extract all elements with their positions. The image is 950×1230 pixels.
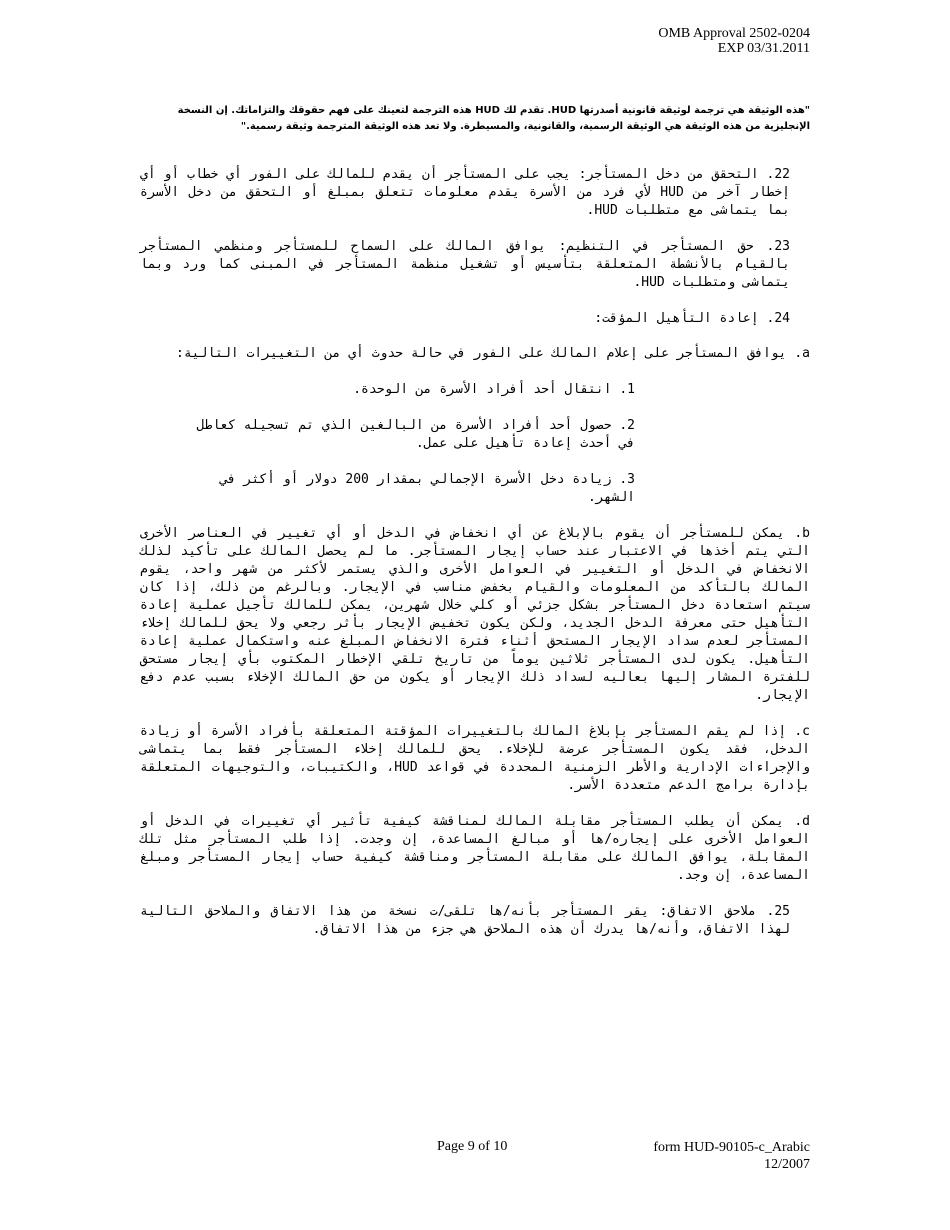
section-24-heading: 24. إعادة التأهيل المؤقت: <box>594 311 790 326</box>
section-24b-paragraph: b. يمكن للمستأجر أن يقوم بالإبلاغ عن أي انخفاض في الدخل أو أي تغيير في العناصر الأخرى التي يتم أخذها في الاعتبار عند حساب إيجار المستأجر. ما لم يحصل المالك على تأكيد لذلك الانخفاض في الدخل أو التغيير في العوامل الأخرى والذي يستمر لأكثر من شهر واحد، يقوم المالك بالتأكد من المعلومات والقيام بخفض مناسب في الإيجار. وبالرغم من ذلك، إذا كان سيتم استعادة دخل المستأجر بشكل جزئي أو كلي خلال شهرين، يمكن للمالك تأجيل عملية إعادة التأهيل حتى معرفة الدخل الجديد، ولكن يكون تخفيض الإيجار بأثر رجعي ولا يحق للمالك إخلاء المستأجر لعدم سداد الإيجار المستحق أثناء فترة الانخفاض المبلغ عنه واستكمال عملية إعادة التأهيل. يكون لدى المستأجر ثلاثين يوماً من تاريخ تلقي الإخطار المكتوب بأي إيجار مستحق للفترة المشار إليها بعاليه لسداد ذلك الإيجار أو يكون من حق المالك الإخلاء بسبب عدم دفع الإيجار. <box>140 526 810 703</box>
document-body <box>140 166 810 957</box>
omb-approval: OMB Approval 2502-0204 <box>658 26 810 41</box>
section-24a-item-1: 1. انتقال أحد أفراد الأسرة من الوحدة. <box>353 382 635 397</box>
form-id: form HUD-90105-c_Arabic <box>653 1140 810 1155</box>
section-24a-item-2: 2. حصول أحد أفراد الأسرة من البالغين الذي تم تسجيله كعاطل في أحدث إعادة تأهيل على عمل. <box>196 418 635 451</box>
section-24d-paragraph: d. يمكن أن يطلب المستأجر مقابلة المالك لمناقشة كيفية تأثير أي تغييرات في الدخل أو العوامل الأخرى على إيجاره/ها أو مبالغ المساعدة، إن وجدت. إذا طلب المستأجر مثل تلك المقابلة، يوافق المالك على مقابلة المستأجر ومناقشة كيفية حساب إيجار المستأجر ومبلغ المساعدة، إن وجد. <box>140 814 810 883</box>
omb-expiration: EXP 03/31.2011 <box>717 41 810 56</box>
form-footer <box>653 1139 810 1173</box>
section-25-paragraph: 25. ملاحق الاتفاق: يقر المستأجر بأنه/ها تلقى/ت نسخة من هذا الاتفاق والملاحق التالية لهذا الاتفاق، وأنه/ها يدرك أن هذه الملاحق هي جزء من هذا الاتفاق. <box>140 904 790 937</box>
form-date: 12/2007 <box>764 1157 810 1172</box>
section-24c-paragraph: c. إذا لم يقم المستأجر بإبلاغ المالك بالتغييرات المؤقتة المتعلقة بأفراد الأسرة أو زيادة الدخل، فقد يكون المستأجر عرضة للإخلاء. يحق للمالك إخلاء المستأجر فقط بما يتماشى والإجراءات الإدارية والأطر الزمنية المحددة في قواعد HUD، والكتيبات، والتوجيهات المتعلقة بإدارة برامج الدعم متعددة الأسر. <box>140 724 810 793</box>
section-24a-paragraph: a. يوافق المستأجر على إعلام المالك على الفور في حالة حدوث أي من التغييرات التالية: <box>176 346 810 361</box>
section-23-paragraph: 23. حق المستأجر في التنظيم: يوافق المالك على السماح للمستأجر ومنظمي المستأجر بالقيام بالأنشطة المتعلقة بتأسيس أو تشغيل منظمة المستأجر في المبنى كما ورد وبما يتماشى ومتطلبات HUD. <box>140 239 790 290</box>
page-number: Page 9 of 10 <box>437 1139 508 1154</box>
section-24a-item-3: 3. زيادة دخل الأسرة الإجمالي بمقدار 200 دولار أو أكثر في الشهر. <box>220 472 635 505</box>
omb-header <box>658 26 810 56</box>
translation-disclaimer: "هذه الوثيقة هي ترجمة لوثيقة قانونية أصدرتها HUD. تقدم لك HUD هذه الترجمة لتعينك على فهم حقوقك والتزاماتك. إن النسخة الإنجليزية من هذه الوثيقة هي الوثيقة الرسمية، والقانونية، والمسيطرة. ولا تعد هذه الوثيقة المترجمة وثيقة رسمية." <box>177 105 810 132</box>
section-22-paragraph: 22. التحقق من دخل المستأجر: يجب على المستأجر أن يقدم للمالك على الفور أي خطاب أو أي إخطار آخر من HUD لأي فرد من الأسرة يقدم معلومات تتعلق بمبلغ أو التحقق من دخل الأسرة بما يتماشى مع متطلبات HUD. <box>140 167 791 218</box>
